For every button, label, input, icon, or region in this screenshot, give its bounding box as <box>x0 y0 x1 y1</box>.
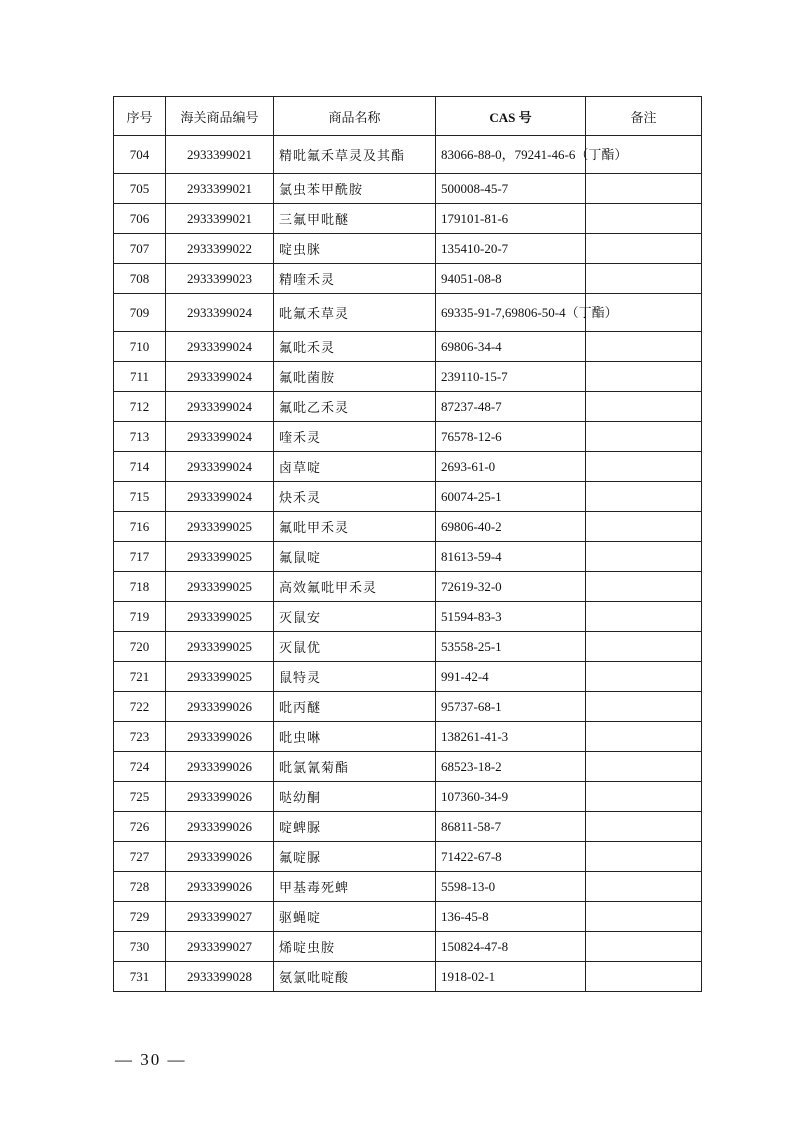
header-row <box>114 97 702 136</box>
cell-index: 713 <box>114 422 166 452</box>
cell-index: 720 <box>114 632 166 662</box>
cell-index: 717 <box>114 542 166 572</box>
table-body <box>114 136 702 992</box>
cell-product-name: 烯啶虫胺 <box>274 932 436 962</box>
cell-cas: 95737-68-1 <box>436 692 586 722</box>
table-row <box>114 512 702 542</box>
cell-cas: 76578-12-6 <box>436 422 586 452</box>
cell-index: 705 <box>114 174 166 204</box>
cell-hs-code: 2933399024 <box>166 422 274 452</box>
cell-note <box>586 362 702 392</box>
cell-index: 723 <box>114 722 166 752</box>
cell-hs-code: 2933399025 <box>166 572 274 602</box>
cell-product-name: 啶虫脒 <box>274 234 436 264</box>
cell-hs-code: 2933399024 <box>166 362 274 392</box>
cell-note <box>586 842 702 872</box>
cell-index: 724 <box>114 752 166 782</box>
cell-note <box>586 512 702 542</box>
cell-cas: 136-45-8 <box>436 902 586 932</box>
table-row <box>114 422 702 452</box>
cell-cas: 991-42-4 <box>436 662 586 692</box>
header-cas: CAS 号 <box>436 97 586 136</box>
table-row <box>114 572 702 602</box>
cell-cas: 86811-58-7 <box>436 812 586 842</box>
cell-note <box>586 452 702 482</box>
table-row <box>114 602 702 632</box>
cell-note <box>586 264 702 294</box>
cell-cas: 5598-13-0 <box>436 872 586 902</box>
cell-note <box>586 572 702 602</box>
cell-product-name: 炔禾灵 <box>274 482 436 512</box>
cell-hs-code: 2933399022 <box>166 234 274 264</box>
cell-cas: 87237-48-7 <box>436 392 586 422</box>
cell-cas: 69806-34-4 <box>436 332 586 362</box>
table-row <box>114 872 702 902</box>
table-row <box>114 542 702 572</box>
table-row <box>114 962 702 992</box>
cell-hs-code: 2933399026 <box>166 752 274 782</box>
cell-note <box>586 482 702 512</box>
cell-index: 725 <box>114 782 166 812</box>
cell-note <box>586 782 702 812</box>
cell-cas: 69806-40-2 <box>436 512 586 542</box>
header-note: 备注 <box>586 97 702 136</box>
cell-note <box>586 872 702 902</box>
cell-index: 729 <box>114 902 166 932</box>
cell-hs-code: 2933399025 <box>166 662 274 692</box>
header-hs-code: 海关商品编号 <box>166 97 274 136</box>
cell-index: 719 <box>114 602 166 632</box>
cell-cas: 500008-45-7 <box>436 174 586 204</box>
cell-note <box>586 632 702 662</box>
table-row <box>114 812 702 842</box>
cell-hs-code: 2933399026 <box>166 722 274 752</box>
table-row <box>114 452 702 482</box>
cell-hs-code: 2933399026 <box>166 872 274 902</box>
cell-note <box>586 722 702 752</box>
table-row <box>114 294 702 332</box>
cell-product-name: 甲基毒死蜱 <box>274 872 436 902</box>
cell-index: 721 <box>114 662 166 692</box>
page-number: — 30 — <box>115 1050 187 1069</box>
cell-note <box>586 542 702 572</box>
cell-hs-code: 2933399025 <box>166 542 274 572</box>
header-index: 序号 <box>114 97 166 136</box>
cell-product-name: 驱蝇啶 <box>274 902 436 932</box>
cell-hs-code: 2933399026 <box>166 842 274 872</box>
cell-hs-code: 2933399025 <box>166 512 274 542</box>
table-row <box>114 332 702 362</box>
cell-note <box>586 174 702 204</box>
table-row <box>114 752 702 782</box>
header-product-name: 商品名称 <box>274 97 436 136</box>
cell-hs-code: 2933399024 <box>166 392 274 422</box>
cell-index: 707 <box>114 234 166 264</box>
cell-hs-code: 2933399027 <box>166 932 274 962</box>
cell-hs-code: 2933399021 <box>166 174 274 204</box>
table-row <box>114 722 702 752</box>
cell-cas: 69335-91-7,69806-50-4（丁酯） <box>436 294 586 332</box>
cell-hs-code: 2933399027 <box>166 902 274 932</box>
cell-hs-code: 2933399026 <box>166 782 274 812</box>
cell-index: 709 <box>114 294 166 332</box>
cell-product-name: 氟吡乙禾灵 <box>274 392 436 422</box>
cell-product-name: 高效氟吡甲禾灵 <box>274 572 436 602</box>
cell-product-name: 氨氯吡啶酸 <box>274 962 436 992</box>
cell-product-name: 喹禾灵 <box>274 422 436 452</box>
cell-note <box>586 962 702 992</box>
cell-hs-code: 2933399025 <box>166 602 274 632</box>
cell-hs-code: 2933399026 <box>166 812 274 842</box>
cell-hs-code: 2933399024 <box>166 332 274 362</box>
cell-cas: 72619-32-0 <box>436 572 586 602</box>
cell-hs-code: 2933399024 <box>166 452 274 482</box>
cell-product-name: 灭鼠优 <box>274 632 436 662</box>
cell-index: 715 <box>114 482 166 512</box>
table-row <box>114 392 702 422</box>
table-row <box>114 234 702 264</box>
cell-cas: 60074-25-1 <box>436 482 586 512</box>
table-row <box>114 932 702 962</box>
cell-index: 711 <box>114 362 166 392</box>
cell-product-name: 卤草啶 <box>274 452 436 482</box>
cell-note <box>586 902 702 932</box>
cell-note <box>586 812 702 842</box>
cell-cas: 71422-67-8 <box>436 842 586 872</box>
cell-product-name: 氟吡菌胺 <box>274 362 436 392</box>
cell-hs-code: 2933399026 <box>166 692 274 722</box>
cell-index: 708 <box>114 264 166 294</box>
cell-index: 730 <box>114 932 166 962</box>
table-row <box>114 136 702 174</box>
cell-product-name: 吡氟禾草灵 <box>274 294 436 332</box>
cell-index: 722 <box>114 692 166 722</box>
cell-note <box>586 332 702 362</box>
table-row <box>114 174 702 204</box>
cell-cas: 2693-61-0 <box>436 452 586 482</box>
cell-cas: 107360-34-9 <box>436 782 586 812</box>
cell-product-name: 氯虫苯甲酰胺 <box>274 174 436 204</box>
cell-index: 706 <box>114 204 166 234</box>
table-row <box>114 632 702 662</box>
cell-index: 714 <box>114 452 166 482</box>
cell-index: 728 <box>114 872 166 902</box>
cell-product-name: 三氟甲吡醚 <box>274 204 436 234</box>
cell-index: 716 <box>114 512 166 542</box>
cell-index: 704 <box>114 136 166 174</box>
cell-product-name: 氟啶脲 <box>274 842 436 872</box>
cell-cas: 135410-20-7 <box>436 234 586 264</box>
cell-note <box>586 422 702 452</box>
cell-product-name: 啶蜱脲 <box>274 812 436 842</box>
cell-note <box>586 662 702 692</box>
cell-product-name: 吡丙醚 <box>274 692 436 722</box>
table-row <box>114 264 702 294</box>
cell-hs-code: 2933399023 <box>166 264 274 294</box>
cell-hs-code: 2933399025 <box>166 632 274 662</box>
table-row <box>114 204 702 234</box>
cell-product-name: 哒幼酮 <box>274 782 436 812</box>
cell-product-name: 精喹禾灵 <box>274 264 436 294</box>
cell-cas: 53558-25-1 <box>436 632 586 662</box>
table-row <box>114 692 702 722</box>
cell-note <box>586 602 702 632</box>
cell-cas: 94051-08-8 <box>436 264 586 294</box>
cell-index: 712 <box>114 392 166 422</box>
cell-product-name: 吡虫啉 <box>274 722 436 752</box>
cell-cas: 51594-83-3 <box>436 602 586 632</box>
cell-cas: 83066-88-0，79241-46-6（丁酯） <box>436 136 586 174</box>
cell-hs-code: 2933399024 <box>166 482 274 512</box>
table-row <box>114 662 702 692</box>
cell-note <box>586 692 702 722</box>
cell-index: 726 <box>114 812 166 842</box>
goods-table <box>113 96 702 992</box>
cell-hs-code: 2933399024 <box>166 294 274 332</box>
table-row <box>114 842 702 872</box>
cell-note <box>586 204 702 234</box>
cell-index: 727 <box>114 842 166 872</box>
cell-product-name: 氟吡禾灵 <box>274 332 436 362</box>
table-row <box>114 362 702 392</box>
table-row <box>114 782 702 812</box>
cell-product-name: 吡氯氰菊酯 <box>274 752 436 782</box>
cell-index: 710 <box>114 332 166 362</box>
cell-product-name: 灭鼠安 <box>274 602 436 632</box>
table-row <box>114 902 702 932</box>
cell-index: 731 <box>114 962 166 992</box>
cell-product-name: 精吡氟禾草灵及其酯 <box>274 136 436 174</box>
cell-cas: 81613-59-4 <box>436 542 586 572</box>
cell-note <box>586 234 702 264</box>
cell-hs-code: 2933399021 <box>166 136 274 174</box>
cell-cas: 150824-47-8 <box>436 932 586 962</box>
table-header <box>114 97 702 136</box>
cell-cas: 68523-18-2 <box>436 752 586 782</box>
cell-hs-code: 2933399028 <box>166 962 274 992</box>
cell-index: 718 <box>114 572 166 602</box>
cell-product-name: 氟吡甲禾灵 <box>274 512 436 542</box>
cell-cas: 239110-15-7 <box>436 362 586 392</box>
cell-note <box>586 392 702 422</box>
cell-hs-code: 2933399021 <box>166 204 274 234</box>
cell-cas: 1918-02-1 <box>436 962 586 992</box>
cell-note <box>586 932 702 962</box>
cell-product-name: 鼠特灵 <box>274 662 436 692</box>
table-row <box>114 482 702 512</box>
cell-cas: 179101-81-6 <box>436 204 586 234</box>
cell-cas: 138261-41-3 <box>436 722 586 752</box>
cell-product-name: 氟鼠啶 <box>274 542 436 572</box>
cell-note <box>586 752 702 782</box>
